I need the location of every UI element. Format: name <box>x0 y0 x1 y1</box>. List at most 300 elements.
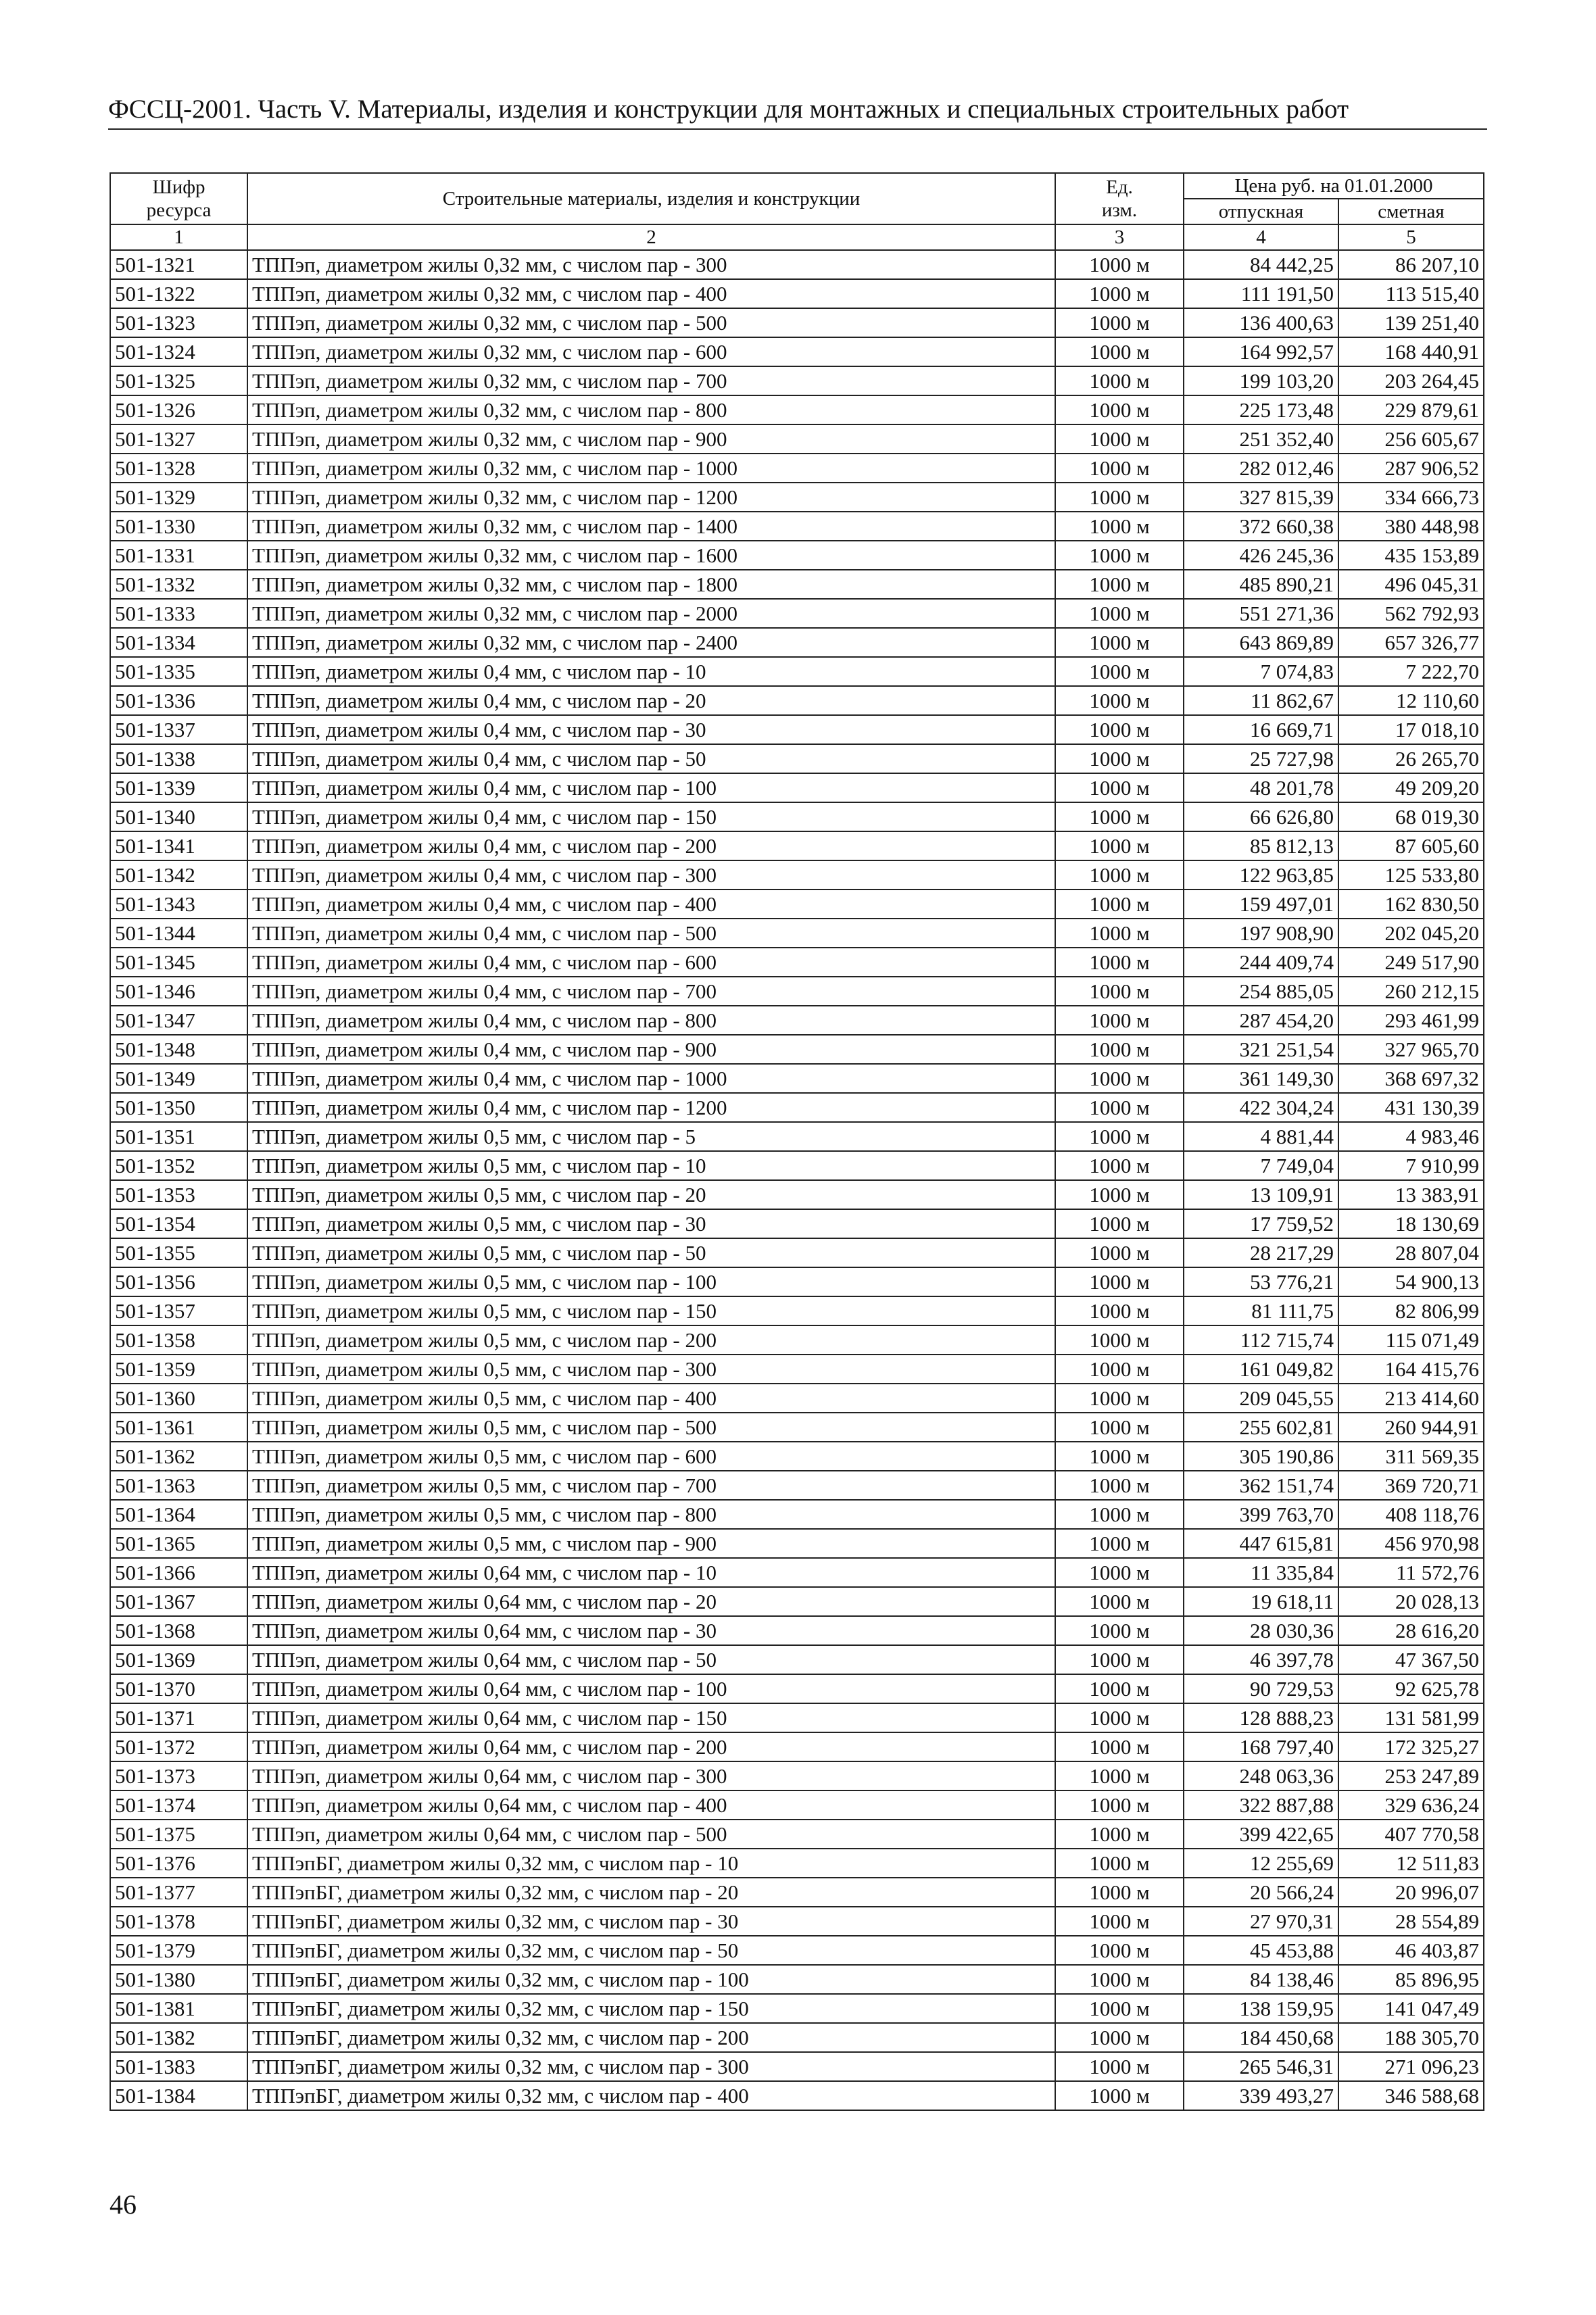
estimate-price-cell: 4 983,46 <box>1338 1122 1484 1151</box>
unit-cell: 1000 м <box>1055 1558 1184 1587</box>
unit-cell: 1000 м <box>1055 512 1184 541</box>
material-name-cell: ТППэп, диаметром жилы 0,4 мм, с числом пар - 700 <box>247 977 1055 1006</box>
resource-code-cell: 501-1375 <box>110 1820 247 1849</box>
table-row <box>110 2081 1484 2110</box>
table-row <box>110 337 1484 366</box>
material-name-cell: ТППэп, диаметром жилы 0,32 мм, с числом пар - 900 <box>247 424 1055 454</box>
material-name-cell: ТППэпБГ, диаметром жилы 0,32 мм, с числом пар - 150 <box>247 1994 1055 2023</box>
material-name-cell: ТППэп, диаметром жилы 0,64 мм, с числом пар - 100 <box>247 1674 1055 1703</box>
table-row <box>110 1238 1484 1267</box>
release-price-cell: 282 012,46 <box>1184 454 1338 483</box>
table-row <box>110 1267 1484 1296</box>
release-price-cell: 287 454,20 <box>1184 1006 1338 1035</box>
table-row <box>110 948 1484 977</box>
release-price-cell: 447 615,81 <box>1184 1529 1338 1558</box>
material-name-cell: ТППэп, диаметром жилы 0,4 мм, с числом пар - 500 <box>247 919 1055 948</box>
resource-code-cell: 501-1325 <box>110 366 247 395</box>
estimate-price-cell: 287 906,52 <box>1338 454 1484 483</box>
table-body <box>110 250 1484 2110</box>
resource-code-cell: 501-1355 <box>110 1238 247 1267</box>
unit-cell: 1000 м <box>1055 1878 1184 1907</box>
resource-code-cell: 501-1349 <box>110 1064 247 1093</box>
unit-cell: 1000 м <box>1055 1500 1184 1529</box>
estimate-price-cell: 334 666,73 <box>1338 483 1484 512</box>
release-price-cell: 251 352,40 <box>1184 424 1338 454</box>
table-row <box>110 279 1484 308</box>
resource-code-cell: 501-1321 <box>110 250 247 279</box>
unit-cell: 1000 м <box>1055 744 1184 773</box>
material-name-cell: ТППэп, диаметром жилы 0,5 мм, с числом пар - 400 <box>247 1384 1055 1413</box>
release-price-cell: 168 797,40 <box>1184 1732 1338 1761</box>
resource-code-cell: 501-1367 <box>110 1587 247 1616</box>
table-row <box>110 1878 1484 1907</box>
unit-cell: 1000 м <box>1055 802 1184 831</box>
unit-cell: 1000 м <box>1055 1035 1184 1064</box>
unit-cell: 1000 м <box>1055 1384 1184 1413</box>
table-row <box>110 1355 1484 1384</box>
table-row <box>110 1500 1484 1529</box>
unit-cell: 1000 м <box>1055 1296 1184 1325</box>
table-row <box>110 1790 1484 1820</box>
resource-code-cell: 501-1357 <box>110 1296 247 1325</box>
material-name-cell: ТППэпБГ, диаметром жилы 0,32 мм, с числом пар - 200 <box>247 2023 1055 2052</box>
estimate-price-cell: 657 326,77 <box>1338 628 1484 657</box>
column-header-unit: Ед. изм. <box>1055 173 1184 224</box>
release-price-cell: 27 970,31 <box>1184 1907 1338 1936</box>
estimate-price-cell: 293 461,99 <box>1338 1006 1484 1035</box>
resource-code-cell: 501-1329 <box>110 483 247 512</box>
unit-cell: 1000 м <box>1055 483 1184 512</box>
estimate-price-cell: 26 265,70 <box>1338 744 1484 773</box>
unit-cell: 1000 м <box>1055 1849 1184 1878</box>
estimate-price-cell: 408 118,76 <box>1338 1500 1484 1529</box>
material-name-cell: ТППэп, диаметром жилы 0,4 мм, с числом пар - 30 <box>247 715 1055 744</box>
table-row <box>110 773 1484 802</box>
resource-code-cell: 501-1377 <box>110 1878 247 1907</box>
table-row <box>110 1093 1484 1122</box>
material-name-cell: ТППэп, диаметром жилы 0,32 мм, с числом пар - 1800 <box>247 570 1055 599</box>
resource-code-cell: 501-1343 <box>110 890 247 919</box>
estimate-price-cell: 125 533,80 <box>1338 860 1484 890</box>
release-price-cell: 45 453,88 <box>1184 1936 1338 1965</box>
release-price-cell: 90 729,53 <box>1184 1674 1338 1703</box>
unit-cell: 1000 м <box>1055 366 1184 395</box>
table-row <box>110 1442 1484 1471</box>
unit-cell: 1000 м <box>1055 657 1184 686</box>
resource-code-cell: 501-1335 <box>110 657 247 686</box>
release-price-cell: 28 030,36 <box>1184 1616 1338 1645</box>
table-row <box>110 1907 1484 1936</box>
unit-cell: 1000 м <box>1055 1994 1184 2023</box>
estimate-price-cell: 249 517,90 <box>1338 948 1484 977</box>
unit-cell: 1000 м <box>1055 773 1184 802</box>
unit-cell: 1000 м <box>1055 1006 1184 1035</box>
resource-code-cell: 501-1383 <box>110 2052 247 2081</box>
estimate-price-cell: 496 045,31 <box>1338 570 1484 599</box>
unit-cell: 1000 м <box>1055 1238 1184 1267</box>
estimate-price-cell: 139 251,40 <box>1338 308 1484 337</box>
resource-code-cell: 501-1350 <box>110 1093 247 1122</box>
table-header <box>110 173 1484 250</box>
table-row <box>110 366 1484 395</box>
column-header-code: Шифр ресурса <box>110 173 247 224</box>
release-price-cell: 399 763,70 <box>1184 1500 1338 1529</box>
unit-cell: 1000 м <box>1055 250 1184 279</box>
release-price-cell: 28 217,29 <box>1184 1238 1338 1267</box>
resource-code-cell: 501-1351 <box>110 1122 247 1151</box>
page-header: ФССЦ-2001. Часть V. Материалы, изделия и конструкции для монтажных и специальных строительных работ <box>108 93 1487 130</box>
release-price-cell: 372 660,38 <box>1184 512 1338 541</box>
table-row <box>110 686 1484 715</box>
resource-code-cell: 501-1373 <box>110 1761 247 1790</box>
unit-cell: 1000 м <box>1055 279 1184 308</box>
table-row <box>110 657 1484 686</box>
table-row <box>110 570 1484 599</box>
material-name-cell: ТППэп, диаметром жилы 0,5 мм, с числом пар - 20 <box>247 1180 1055 1209</box>
resource-code-cell: 501-1322 <box>110 279 247 308</box>
resource-code-cell: 501-1331 <box>110 541 247 570</box>
unit-cell: 1000 м <box>1055 2023 1184 2052</box>
resource-code-cell: 501-1376 <box>110 1849 247 1878</box>
release-price-cell: 209 045,55 <box>1184 1384 1338 1413</box>
resource-code-cell: 501-1334 <box>110 628 247 657</box>
table-row <box>110 919 1484 948</box>
table-row <box>110 424 1484 454</box>
unit-cell: 1000 м <box>1055 1587 1184 1616</box>
estimate-price-cell: 113 515,40 <box>1338 279 1484 308</box>
resource-code-cell: 501-1368 <box>110 1616 247 1645</box>
table-row <box>110 1994 1484 2023</box>
resource-code-cell: 501-1369 <box>110 1645 247 1674</box>
material-name-cell: ТППэп, диаметром жилы 0,5 мм, с числом пар - 200 <box>247 1325 1055 1355</box>
material-name-cell: ТППэп, диаметром жилы 0,32 мм, с числом пар - 800 <box>247 395 1055 424</box>
table-row <box>110 1064 1484 1093</box>
unit-cell: 1000 м <box>1055 1122 1184 1151</box>
price-table <box>110 172 1484 2111</box>
release-price-cell: 254 885,05 <box>1184 977 1338 1006</box>
release-price-cell: 159 497,01 <box>1184 890 1338 919</box>
resource-code-cell: 501-1326 <box>110 395 247 424</box>
resource-code-cell: 501-1363 <box>110 1471 247 1500</box>
unit-cell: 1000 м <box>1055 337 1184 366</box>
material-name-cell: ТППэп, диаметром жилы 0,5 мм, с числом пар - 150 <box>247 1296 1055 1325</box>
resource-code-cell: 501-1348 <box>110 1035 247 1064</box>
material-name-cell: ТППэп, диаметром жилы 0,32 мм, с числом пар - 600 <box>247 337 1055 366</box>
unit-cell: 1000 м <box>1055 890 1184 919</box>
resource-code-cell: 501-1342 <box>110 860 247 890</box>
estimate-price-cell: 168 440,91 <box>1338 337 1484 366</box>
release-price-cell: 184 450,68 <box>1184 2023 1338 2052</box>
material-name-cell: ТППэпБГ, диаметром жилы 0,32 мм, с числом пар - 300 <box>247 2052 1055 2081</box>
estimate-price-cell: 28 554,89 <box>1338 1907 1484 1936</box>
unit-cell: 1000 м <box>1055 1325 1184 1355</box>
estimate-price-cell: 12 110,60 <box>1338 686 1484 715</box>
estimate-price-cell: 435 153,89 <box>1338 541 1484 570</box>
material-name-cell: ТППэп, диаметром жилы 0,32 мм, с числом пар - 1000 <box>247 454 1055 483</box>
unit-cell: 1000 м <box>1055 1442 1184 1471</box>
release-price-cell: 361 149,30 <box>1184 1064 1338 1093</box>
unit-cell: 1000 м <box>1055 308 1184 337</box>
estimate-price-cell: 18 130,69 <box>1338 1209 1484 1238</box>
material-name-cell: ТППэп, диаметром жилы 0,64 мм, с числом пар - 50 <box>247 1645 1055 1674</box>
estimate-price-cell: 28 807,04 <box>1338 1238 1484 1267</box>
page-number: 46 <box>110 2189 137 2220</box>
resource-code-cell: 501-1330 <box>110 512 247 541</box>
resource-code-cell: 501-1378 <box>110 1907 247 1936</box>
resource-code-cell: 501-1328 <box>110 454 247 483</box>
release-price-cell: 164 992,57 <box>1184 337 1338 366</box>
estimate-price-cell: 213 414,60 <box>1338 1384 1484 1413</box>
material-name-cell: ТППэп, диаметром жилы 0,5 мм, с числом пар - 10 <box>247 1151 1055 1180</box>
estimate-price-cell: 68 019,30 <box>1338 802 1484 831</box>
material-name-cell: ТППэп, диаметром жилы 0,5 мм, с числом пар - 5 <box>247 1122 1055 1151</box>
estimate-price-cell: 141 047,49 <box>1338 1994 1484 2023</box>
table-row <box>110 1965 1484 1994</box>
table-row <box>110 1151 1484 1180</box>
material-name-cell: ТППэп, диаметром жилы 0,64 мм, с числом пар - 20 <box>247 1587 1055 1616</box>
material-name-cell: ТППэп, диаметром жилы 0,4 мм, с числом пар - 900 <box>247 1035 1055 1064</box>
estimate-price-cell: 87 605,60 <box>1338 831 1484 860</box>
unit-cell: 1000 м <box>1055 977 1184 1006</box>
material-name-cell: ТППэп, диаметром жилы 0,32 мм, с числом пар - 2400 <box>247 628 1055 657</box>
release-price-cell: 20 566,24 <box>1184 1878 1338 1907</box>
resource-code-cell: 501-1338 <box>110 744 247 773</box>
table-row <box>110 1384 1484 1413</box>
resource-code-cell: 501-1362 <box>110 1442 247 1471</box>
resource-code-cell: 501-1382 <box>110 2023 247 2052</box>
estimate-price-cell: 380 448,98 <box>1338 512 1484 541</box>
table-row <box>110 1180 1484 1209</box>
unit-cell: 1000 м <box>1055 1703 1184 1732</box>
release-price-cell: 122 963,85 <box>1184 860 1338 890</box>
material-name-cell: ТППэп, диаметром жилы 0,4 мм, с числом пар - 150 <box>247 802 1055 831</box>
release-price-cell: 643 869,89 <box>1184 628 1338 657</box>
table-row <box>110 977 1484 1006</box>
material-name-cell: ТППэп, диаметром жилы 0,5 мм, с числом пар - 300 <box>247 1355 1055 1384</box>
material-name-cell: ТППэп, диаметром жилы 0,5 мм, с числом пар - 800 <box>247 1500 1055 1529</box>
estimate-price-cell: 28 616,20 <box>1338 1616 1484 1645</box>
resource-code-cell: 501-1358 <box>110 1325 247 1355</box>
column-header-estimate-price: сметная <box>1338 199 1484 224</box>
table-row <box>110 1325 1484 1355</box>
material-name-cell: ТППэп, диаметром жилы 0,4 мм, с числом пар - 1000 <box>247 1064 1055 1093</box>
unit-cell: 1000 м <box>1055 1413 1184 1442</box>
table-row <box>110 541 1484 570</box>
estimate-price-cell: 17 018,10 <box>1338 715 1484 744</box>
material-name-cell: ТППэп, диаметром жилы 0,64 мм, с числом пар - 200 <box>247 1732 1055 1761</box>
estimate-price-cell: 172 325,27 <box>1338 1732 1484 1761</box>
column-number: 2 <box>247 224 1055 250</box>
unit-cell: 1000 м <box>1055 454 1184 483</box>
estimate-price-cell: 164 415,76 <box>1338 1355 1484 1384</box>
material-name-cell: ТППэп, диаметром жилы 0,32 мм, с числом пар - 300 <box>247 250 1055 279</box>
resource-code-cell: 501-1381 <box>110 1994 247 2023</box>
unit-cell: 1000 м <box>1055 570 1184 599</box>
table-row <box>110 250 1484 279</box>
material-name-cell: ТППэп, диаметром жилы 0,32 мм, с числом пар - 1600 <box>247 541 1055 570</box>
resource-code-cell: 501-1359 <box>110 1355 247 1384</box>
unit-cell: 1000 м <box>1055 686 1184 715</box>
column-header-price-group: Цена руб. на 01.01.2000 <box>1184 173 1484 199</box>
table-row <box>110 1703 1484 1732</box>
resource-code-cell: 501-1341 <box>110 831 247 860</box>
release-price-cell: 305 190,86 <box>1184 1442 1338 1471</box>
release-price-cell: 197 908,90 <box>1184 919 1338 948</box>
release-price-cell: 399 422,65 <box>1184 1820 1338 1849</box>
estimate-price-cell: 346 588,68 <box>1338 2081 1484 2110</box>
resource-code-cell: 501-1324 <box>110 337 247 366</box>
unit-cell: 1000 м <box>1055 1355 1184 1384</box>
material-name-cell: ТППэп, диаметром жилы 0,4 мм, с числом пар - 50 <box>247 744 1055 773</box>
table-row <box>110 628 1484 657</box>
table-row <box>110 1529 1484 1558</box>
estimate-price-cell: 431 130,39 <box>1338 1093 1484 1122</box>
table-row <box>110 512 1484 541</box>
release-price-cell: 7 074,83 <box>1184 657 1338 686</box>
unit-cell: 1000 м <box>1055 1790 1184 1820</box>
release-price-cell: 136 400,63 <box>1184 308 1338 337</box>
release-price-cell: 128 888,23 <box>1184 1703 1338 1732</box>
estimate-price-cell: 85 896,95 <box>1338 1965 1484 1994</box>
table-row <box>110 1732 1484 1761</box>
table-row <box>110 1413 1484 1442</box>
estimate-price-cell: 86 207,10 <box>1338 250 1484 279</box>
estimate-price-cell: 92 625,78 <box>1338 1674 1484 1703</box>
unit-cell: 1000 м <box>1055 424 1184 454</box>
material-name-cell: ТППэп, диаметром жилы 0,64 мм, с числом пар - 10 <box>247 1558 1055 1587</box>
release-price-cell: 551 271,36 <box>1184 599 1338 628</box>
resource-code-cell: 501-1366 <box>110 1558 247 1587</box>
release-price-cell: 11 862,67 <box>1184 686 1338 715</box>
release-price-cell: 161 049,82 <box>1184 1355 1338 1384</box>
material-name-cell: ТППэпБГ, диаметром жилы 0,32 мм, с числом пар - 10 <box>247 1849 1055 1878</box>
material-name-cell: ТППэпБГ, диаметром жилы 0,32 мм, с числом пар - 400 <box>247 2081 1055 2110</box>
release-price-cell: 339 493,27 <box>1184 2081 1338 2110</box>
unit-cell: 1000 м <box>1055 948 1184 977</box>
estimate-price-cell: 49 209,20 <box>1338 773 1484 802</box>
release-price-cell: 13 109,91 <box>1184 1180 1338 1209</box>
unit-cell: 1000 м <box>1055 1616 1184 1645</box>
material-name-cell: ТППэп, диаметром жилы 0,5 мм, с числом пар - 500 <box>247 1413 1055 1442</box>
table-row <box>110 395 1484 424</box>
material-name-cell: ТППэпБГ, диаметром жилы 0,32 мм, с числом пар - 30 <box>247 1907 1055 1936</box>
resource-code-cell: 501-1344 <box>110 919 247 948</box>
unit-cell: 1000 м <box>1055 1732 1184 1761</box>
material-name-cell: ТППэп, диаметром жилы 0,64 мм, с числом пар - 30 <box>247 1616 1055 1645</box>
table-row <box>110 454 1484 483</box>
unit-cell: 1000 м <box>1055 1180 1184 1209</box>
material-name-cell: ТППэп, диаметром жилы 0,64 мм, с числом пар - 150 <box>247 1703 1055 1732</box>
material-name-cell: ТППэп, диаметром жилы 0,32 мм, с числом пар - 500 <box>247 308 1055 337</box>
material-name-cell: ТППэп, диаметром жилы 0,4 мм, с числом пар - 600 <box>247 948 1055 977</box>
resource-code-cell: 501-1352 <box>110 1151 247 1180</box>
table-row <box>110 1645 1484 1674</box>
resource-code-cell: 501-1372 <box>110 1732 247 1761</box>
resource-code-cell: 501-1332 <box>110 570 247 599</box>
material-name-cell: ТППэп, диаметром жилы 0,32 мм, с числом пар - 400 <box>247 279 1055 308</box>
release-price-cell: 111 191,50 <box>1184 279 1338 308</box>
estimate-price-cell: 260 212,15 <box>1338 977 1484 1006</box>
release-price-cell: 426 245,36 <box>1184 541 1338 570</box>
resource-code-cell: 501-1374 <box>110 1790 247 1820</box>
material-name-cell: ТППэп, диаметром жилы 0,64 мм, с числом пар - 300 <box>247 1761 1055 1790</box>
column-number: 1 <box>110 224 247 250</box>
unit-cell: 1000 м <box>1055 1645 1184 1674</box>
table-row <box>110 1122 1484 1151</box>
unit-cell: 1000 м <box>1055 1820 1184 1849</box>
estimate-price-cell: 7 910,99 <box>1338 1151 1484 1180</box>
unit-cell: 1000 м <box>1055 1965 1184 1994</box>
material-name-cell: ТППэп, диаметром жилы 0,32 мм, с числом пар - 2000 <box>247 599 1055 628</box>
resource-code-cell: 501-1339 <box>110 773 247 802</box>
resource-code-cell: 501-1365 <box>110 1529 247 1558</box>
resource-code-cell: 501-1380 <box>110 1965 247 1994</box>
material-name-cell: ТППэп, диаметром жилы 0,5 мм, с числом пар - 600 <box>247 1442 1055 1471</box>
resource-code-cell: 501-1337 <box>110 715 247 744</box>
material-name-cell: ТППэп, диаметром жилы 0,5 мм, с числом пар - 900 <box>247 1529 1055 1558</box>
release-price-cell: 17 759,52 <box>1184 1209 1338 1238</box>
table-row <box>110 1936 1484 1965</box>
unit-cell: 1000 м <box>1055 860 1184 890</box>
unit-cell: 1000 м <box>1055 1674 1184 1703</box>
estimate-price-cell: 260 944,91 <box>1338 1413 1484 1442</box>
column-header-name: Строительные материалы, изделия и конструкции <box>247 173 1055 224</box>
unit-cell: 1000 м <box>1055 919 1184 948</box>
release-price-cell: 19 618,11 <box>1184 1587 1338 1616</box>
material-name-cell: ТППэп, диаметром жилы 0,32 мм, с числом пар - 1400 <box>247 512 1055 541</box>
resource-code-cell: 501-1379 <box>110 1936 247 1965</box>
table-row <box>110 1587 1484 1616</box>
estimate-price-cell: 82 806,99 <box>1338 1296 1484 1325</box>
release-price-cell: 66 626,80 <box>1184 802 1338 831</box>
resource-code-cell: 501-1340 <box>110 802 247 831</box>
release-price-cell: 327 815,39 <box>1184 483 1338 512</box>
estimate-price-cell: 131 581,99 <box>1338 1703 1484 1732</box>
table-row <box>110 308 1484 337</box>
resource-code-cell: 501-1364 <box>110 1500 247 1529</box>
material-name-cell: ТППэп, диаметром жилы 0,5 мм, с числом пар - 30 <box>247 1209 1055 1238</box>
estimate-price-cell: 203 264,45 <box>1338 366 1484 395</box>
release-price-cell: 422 304,24 <box>1184 1093 1338 1122</box>
unit-cell: 1000 м <box>1055 1471 1184 1500</box>
material-name-cell: ТППэпБГ, диаметром жилы 0,32 мм, с числом пар - 20 <box>247 1878 1055 1907</box>
release-price-cell: 248 063,36 <box>1184 1761 1338 1790</box>
unit-cell: 1000 м <box>1055 395 1184 424</box>
resource-code-cell: 501-1347 <box>110 1006 247 1035</box>
release-price-cell: 84 138,46 <box>1184 1965 1338 1994</box>
table-row <box>110 2052 1484 2081</box>
material-name-cell: ТППэп, диаметром жилы 0,64 мм, с числом пар - 500 <box>247 1820 1055 1849</box>
material-name-cell: ТППэп, диаметром жилы 0,32 мм, с числом пар - 1200 <box>247 483 1055 512</box>
unit-cell: 1000 м <box>1055 1064 1184 1093</box>
material-name-cell: ТППэпБГ, диаметром жилы 0,32 мм, с числом пар - 50 <box>247 1936 1055 1965</box>
release-price-cell: 321 251,54 <box>1184 1035 1338 1064</box>
material-name-cell: ТППэп, диаметром жилы 0,4 мм, с числом пар - 1200 <box>247 1093 1055 1122</box>
table-row <box>110 1035 1484 1064</box>
release-price-cell: 362 151,74 <box>1184 1471 1338 1500</box>
estimate-price-cell: 202 045,20 <box>1338 919 1484 948</box>
estimate-price-cell: 407 770,58 <box>1338 1820 1484 1849</box>
table-row <box>110 483 1484 512</box>
estimate-price-cell: 229 879,61 <box>1338 395 1484 424</box>
table-row <box>110 1558 1484 1587</box>
table-row <box>110 890 1484 919</box>
release-price-cell: 112 715,74 <box>1184 1325 1338 1355</box>
release-price-cell: 46 397,78 <box>1184 1645 1338 1674</box>
release-price-cell: 84 442,25 <box>1184 250 1338 279</box>
resource-code-cell: 501-1333 <box>110 599 247 628</box>
release-price-cell: 244 409,74 <box>1184 948 1338 977</box>
